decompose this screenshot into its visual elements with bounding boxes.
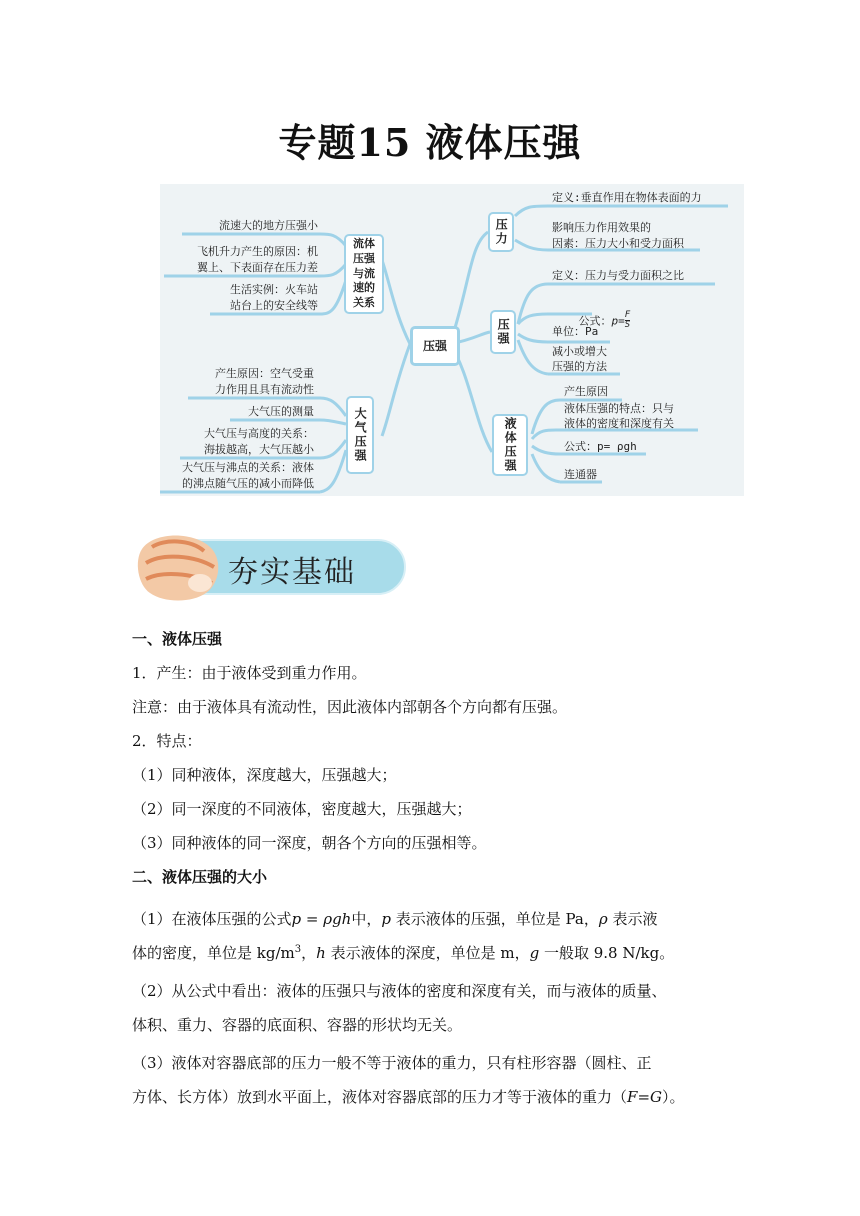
s2-h: h	[316, 944, 326, 962]
s2-a4: 表示液	[607, 910, 658, 928]
at-3b: 海拔越高，大气压越小	[204, 443, 314, 456]
s2-e: （3）液体对容器底部的压力一般不等于液体的重力，只有柱形容器（圆柱、正	[132, 1054, 652, 1072]
seashell-icon	[134, 531, 224, 603]
at-4b: 的沸点随气压的减小而降低	[182, 477, 314, 490]
pf-factors-2: 因素：压力大小和受力面积	[552, 237, 684, 250]
fl-2a: 飞机升力产生的原因：机	[197, 245, 318, 258]
center-node: 压强	[410, 326, 460, 366]
s2-line-b	[132, 942, 674, 963]
branch-liquid-pressure: 液体压强	[492, 414, 528, 476]
s2-f-eq: =	[637, 1088, 651, 1106]
p-unit: 单位：Pa	[552, 325, 599, 338]
s2-f1: 方体、长方体）放到水平面上，液体对容器底部的压力才等于液体的重力（	[132, 1088, 628, 1106]
section2-heading: 二、液体压强的大小	[132, 868, 268, 886]
s2-rho: ρ	[598, 910, 608, 928]
at-2: 大气压的测量	[248, 405, 314, 418]
s2-a3: 表示液体的压强，单位是 Pa，	[390, 910, 599, 928]
s2-a2: 中，	[351, 910, 382, 928]
section-banner	[134, 531, 410, 601]
s2-g: g	[529, 944, 540, 962]
at-1b: 力作用且具有流动性	[215, 383, 314, 396]
section1-heading: 一、液体压强	[132, 630, 223, 648]
p-definition: 定义：压力与受力面积之比	[552, 269, 684, 282]
at-1a: 产生原因：空气受重	[215, 367, 314, 380]
mind-map	[160, 184, 744, 496]
at-3a: 大气压与高度的关系：	[204, 427, 314, 440]
s2-d: 体积、重力、容器的底面积、容器的形状均无关。	[132, 1016, 463, 1034]
s1-f3: （3）同种液体的同一深度，朝各个方向的压强相等。	[132, 834, 487, 852]
s2-c: （2）从公式中看出：液体的压强只与液体的密度和深度有关，而与液体的质量、	[132, 982, 667, 1000]
p-methods-2: 压强的方法	[552, 360, 607, 373]
s1-note: 注意：由于液体具有流动性，因此液体内部朝各个方向都有压强。	[132, 698, 568, 716]
s2-b2: ，	[301, 944, 317, 962]
s2-b4: 一般取 9.8 N/kg。	[539, 944, 675, 962]
lq-feature-2: 液体的密度和深度有关	[564, 417, 674, 430]
page-title: 专题15 液体压强	[278, 120, 582, 165]
p-formula-label: 公式：	[578, 313, 612, 327]
branch-pressure: 压强	[490, 310, 516, 354]
at-4a: 大气压与沸点的关系：液体	[182, 461, 314, 474]
p-formula-denominator: S	[624, 320, 631, 331]
p-methods-1: 减小或增大	[552, 345, 607, 358]
fl-1: 流速大的地方压强小	[219, 219, 318, 232]
s1-p2: 2．特点：	[132, 732, 202, 750]
fl-3b: 站台上的安全线等	[230, 299, 318, 312]
branch-fluid-pressure: 流体压强与流速的关系	[344, 234, 384, 314]
s2-b1: 体的密度，单位是 kg/m	[132, 944, 295, 962]
s2-a1: （1）在液体压强的公式	[132, 910, 292, 928]
s2-F: F	[627, 1088, 638, 1106]
branch-atmosphere: 大气压强	[346, 396, 374, 474]
s2-b3: 表示液体的深度，单位是 m，	[325, 944, 530, 962]
lq-connector: 连通器	[564, 468, 597, 481]
s1-f1: （1）同种液体，深度越大，压强越大；	[132, 766, 397, 784]
fl-2b: 翼上、下表面存在压力差	[197, 261, 318, 274]
fl-3a: 生活实例：火车站	[230, 283, 318, 296]
banner-title: 夯实基础	[228, 555, 356, 590]
lq-feature-1: 液体压强的特点：只与	[564, 402, 674, 415]
s2-f2: ）。	[662, 1088, 685, 1106]
pf-definition: 定义:垂直作用在物体表面的力	[552, 191, 702, 204]
s2-b-sup: 3	[294, 944, 302, 955]
p-formula-numerator: F	[624, 309, 631, 320]
s1-p1: 1．产生：由于液体受到重力作用。	[132, 664, 367, 682]
lq-formula: 公式：p= ρgh	[564, 440, 637, 453]
s2-line-a	[132, 908, 657, 929]
branch-pressure-force: 压力	[488, 212, 514, 252]
p-formula-lhs: p=	[611, 313, 625, 327]
s2-G: G	[650, 1088, 662, 1106]
lq-cause: 产生原因	[564, 385, 608, 398]
pf-factors-1: 影响压力作用效果的	[552, 221, 651, 234]
s1-f2: （2）同一深度的不同液体，密度越大，压强越大；	[132, 800, 472, 818]
s2-formula: p = ρgh	[291, 910, 352, 928]
s2-p: p	[381, 910, 391, 928]
s2-line-f	[132, 1086, 685, 1107]
